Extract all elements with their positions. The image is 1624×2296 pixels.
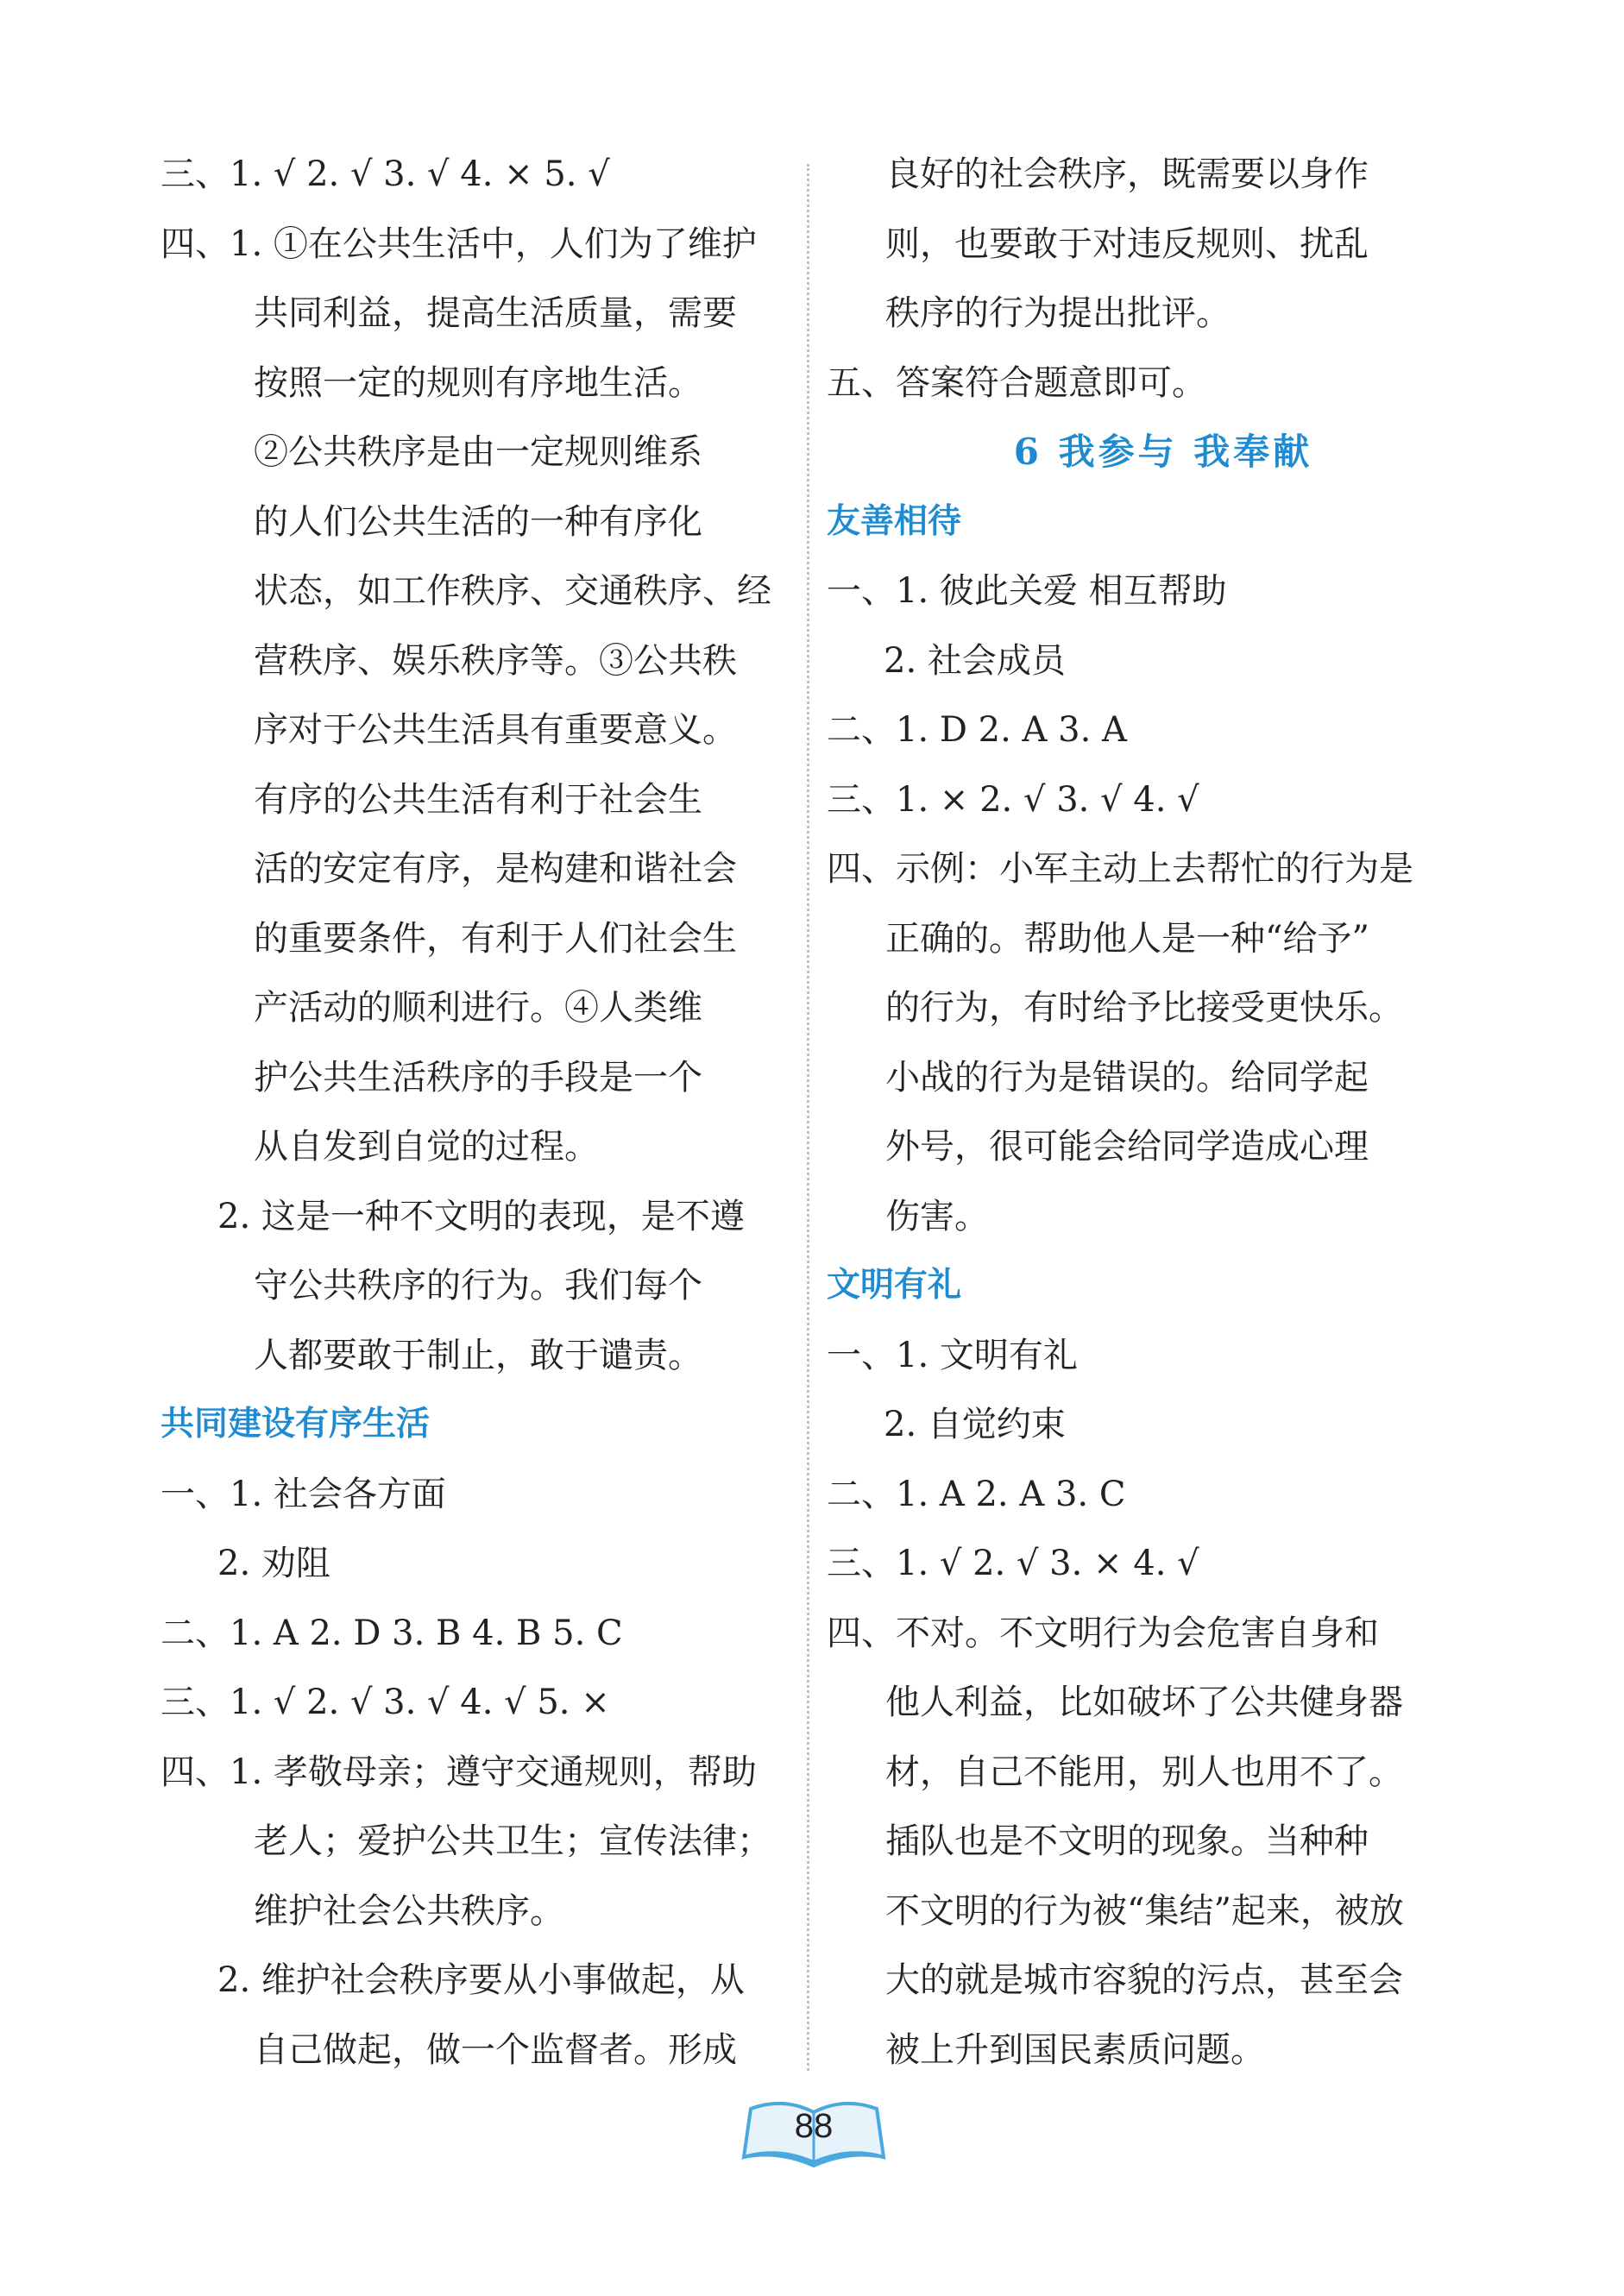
answer-line: 有序的公共生活有利于社会生 <box>254 779 702 820</box>
answer-line: 营秩序、娱乐秩序等。③公共秩 <box>254 640 737 681</box>
answer-line: 维护社会公共秩序。 <box>254 1890 564 1931</box>
answer-line: 2. 社会成员 <box>884 640 1066 681</box>
answer-line: 护公共生活秩序的手段是一个 <box>254 1057 702 1098</box>
answer-line: 小战的行为是错误的。给同学起 <box>885 1057 1369 1098</box>
answer-line: 2. 劝阻 <box>217 1544 330 1583</box>
answer-line: 的行为，有时给予比接受更快乐。 <box>885 988 1403 1028</box>
answer-line: 从自发到自觉的过程。 <box>254 1127 599 1167</box>
answer-line: 人都要敢于制止，敢于谴责。 <box>254 1335 702 1375</box>
answer-line: 伤害。 <box>885 1196 989 1236</box>
answer-line: 材，自己不能用，别人也用不了。 <box>885 1752 1403 1792</box>
answer-line: 状态，如工作秩序、交通秩序、经 <box>254 571 771 611</box>
answer-line: 插队也是不文明的现象。当种种 <box>885 1821 1369 1861</box>
answer-line: 一、1. 社会各方面 <box>161 1474 446 1514</box>
answer-line: 三、1. √ 2. √ 3. √ 4. × 5. √ <box>161 154 610 194</box>
answer-line: 不文明的行为被“集结”起来，被放 <box>885 1890 1404 1931</box>
answer-line: 产活动的顺利进行。④人类维 <box>254 988 702 1028</box>
answer-line: 共同利益，提高生活质量，需要 <box>254 293 737 333</box>
answer-line: 2. 自觉约束 <box>884 1405 1066 1444</box>
right-column <box>827 140 1465 2085</box>
section-heading: 共同建设有序生活 <box>161 1405 431 1444</box>
answer-line: 的人们公共生活的一种有序化 <box>254 501 702 542</box>
answer-line: 三、1. × 2. √ 3. √ 4. √ <box>827 779 1199 820</box>
answer-line: 活的安定有序，是构建和谐社会 <box>254 849 737 889</box>
answer-line: 良好的社会秩序，既需要以身作 <box>885 154 1369 194</box>
answer-line: 老人；爱护公共卫生；宣传法律； <box>254 1821 771 1861</box>
answer-line: 二、1. A 2. A 3. C <box>827 1474 1126 1514</box>
answer-line: 四、1. 孝敬母亲；遵守交通规则，帮助 <box>161 1752 757 1792</box>
answer-line: 五、答案符合题意即可。 <box>827 362 1206 403</box>
answer-line: 外号，很可能会给同学造成心理 <box>885 1127 1369 1167</box>
left-column <box>161 140 790 2085</box>
answer-line: 三、1. √ 2. √ 3. × 4. √ <box>827 1544 1199 1583</box>
answer-line: 秩序的行为提出批评。 <box>885 293 1231 333</box>
answer-line: 四、示例：小军主动上去帮忙的行为是 <box>827 849 1413 889</box>
answer-line: 四、不对。不文明行为会危害自身和 <box>827 1613 1379 1653</box>
answer-line: 三、1. √ 2. √ 3. √ 4. √ 5. × <box>161 1683 610 1722</box>
answer-line: 二、1. D 2. A 3. A <box>827 710 1127 750</box>
answer-line: 自己做起，做一个监督者。形成 <box>254 2029 737 2070</box>
answer-line: 序对于公共生活具有重要意义。 <box>254 710 737 750</box>
section-heading: 文明有礼 <box>827 1266 962 1305</box>
column-divider <box>807 164 809 2071</box>
answer-line: 2. 维护社会秩序要从小事做起，从 <box>217 1960 745 2000</box>
answer-line: 正确的。帮助他人是一种“给予” <box>885 918 1369 959</box>
answer-line: 则，也要敢于对违反规则、扰乱 <box>885 223 1369 264</box>
answer-line: 他人利益，比如破坏了公共健身器 <box>885 1683 1403 1722</box>
answer-line: 按照一定的规则有序地生活。 <box>254 362 702 403</box>
section-heading: 友善相待 <box>827 501 962 541</box>
answer-line: 一、1. 彼此关爱 相互帮助 <box>827 571 1227 611</box>
chapter-title: 6 我参与 我奉献 <box>1013 431 1313 473</box>
answer-line: 守公共秩序的行为。我们每个 <box>254 1266 702 1305</box>
answer-line: ②公共秩序是由一定规则维系 <box>254 432 702 472</box>
answer-line: 一、1. 文明有礼 <box>827 1335 1078 1375</box>
answer-line: 四、1. ①在公共生活中，人们为了维护 <box>161 223 757 264</box>
answer-line: 2. 这是一种不文明的表现，是不遵 <box>217 1196 745 1236</box>
answer-line: 的重要条件，有利于人们社会生 <box>254 918 737 959</box>
page-number: 88 <box>794 2107 834 2145</box>
answer-line: 大的就是城市容貌的污点，甚至会 <box>885 1960 1403 2000</box>
page-number-badge <box>740 2093 887 2167</box>
answer-line: 被上升到国民素质问题。 <box>885 2029 1265 2070</box>
answer-line: 二、1. A 2. D 3. B 4. B 5. C <box>161 1613 623 1653</box>
